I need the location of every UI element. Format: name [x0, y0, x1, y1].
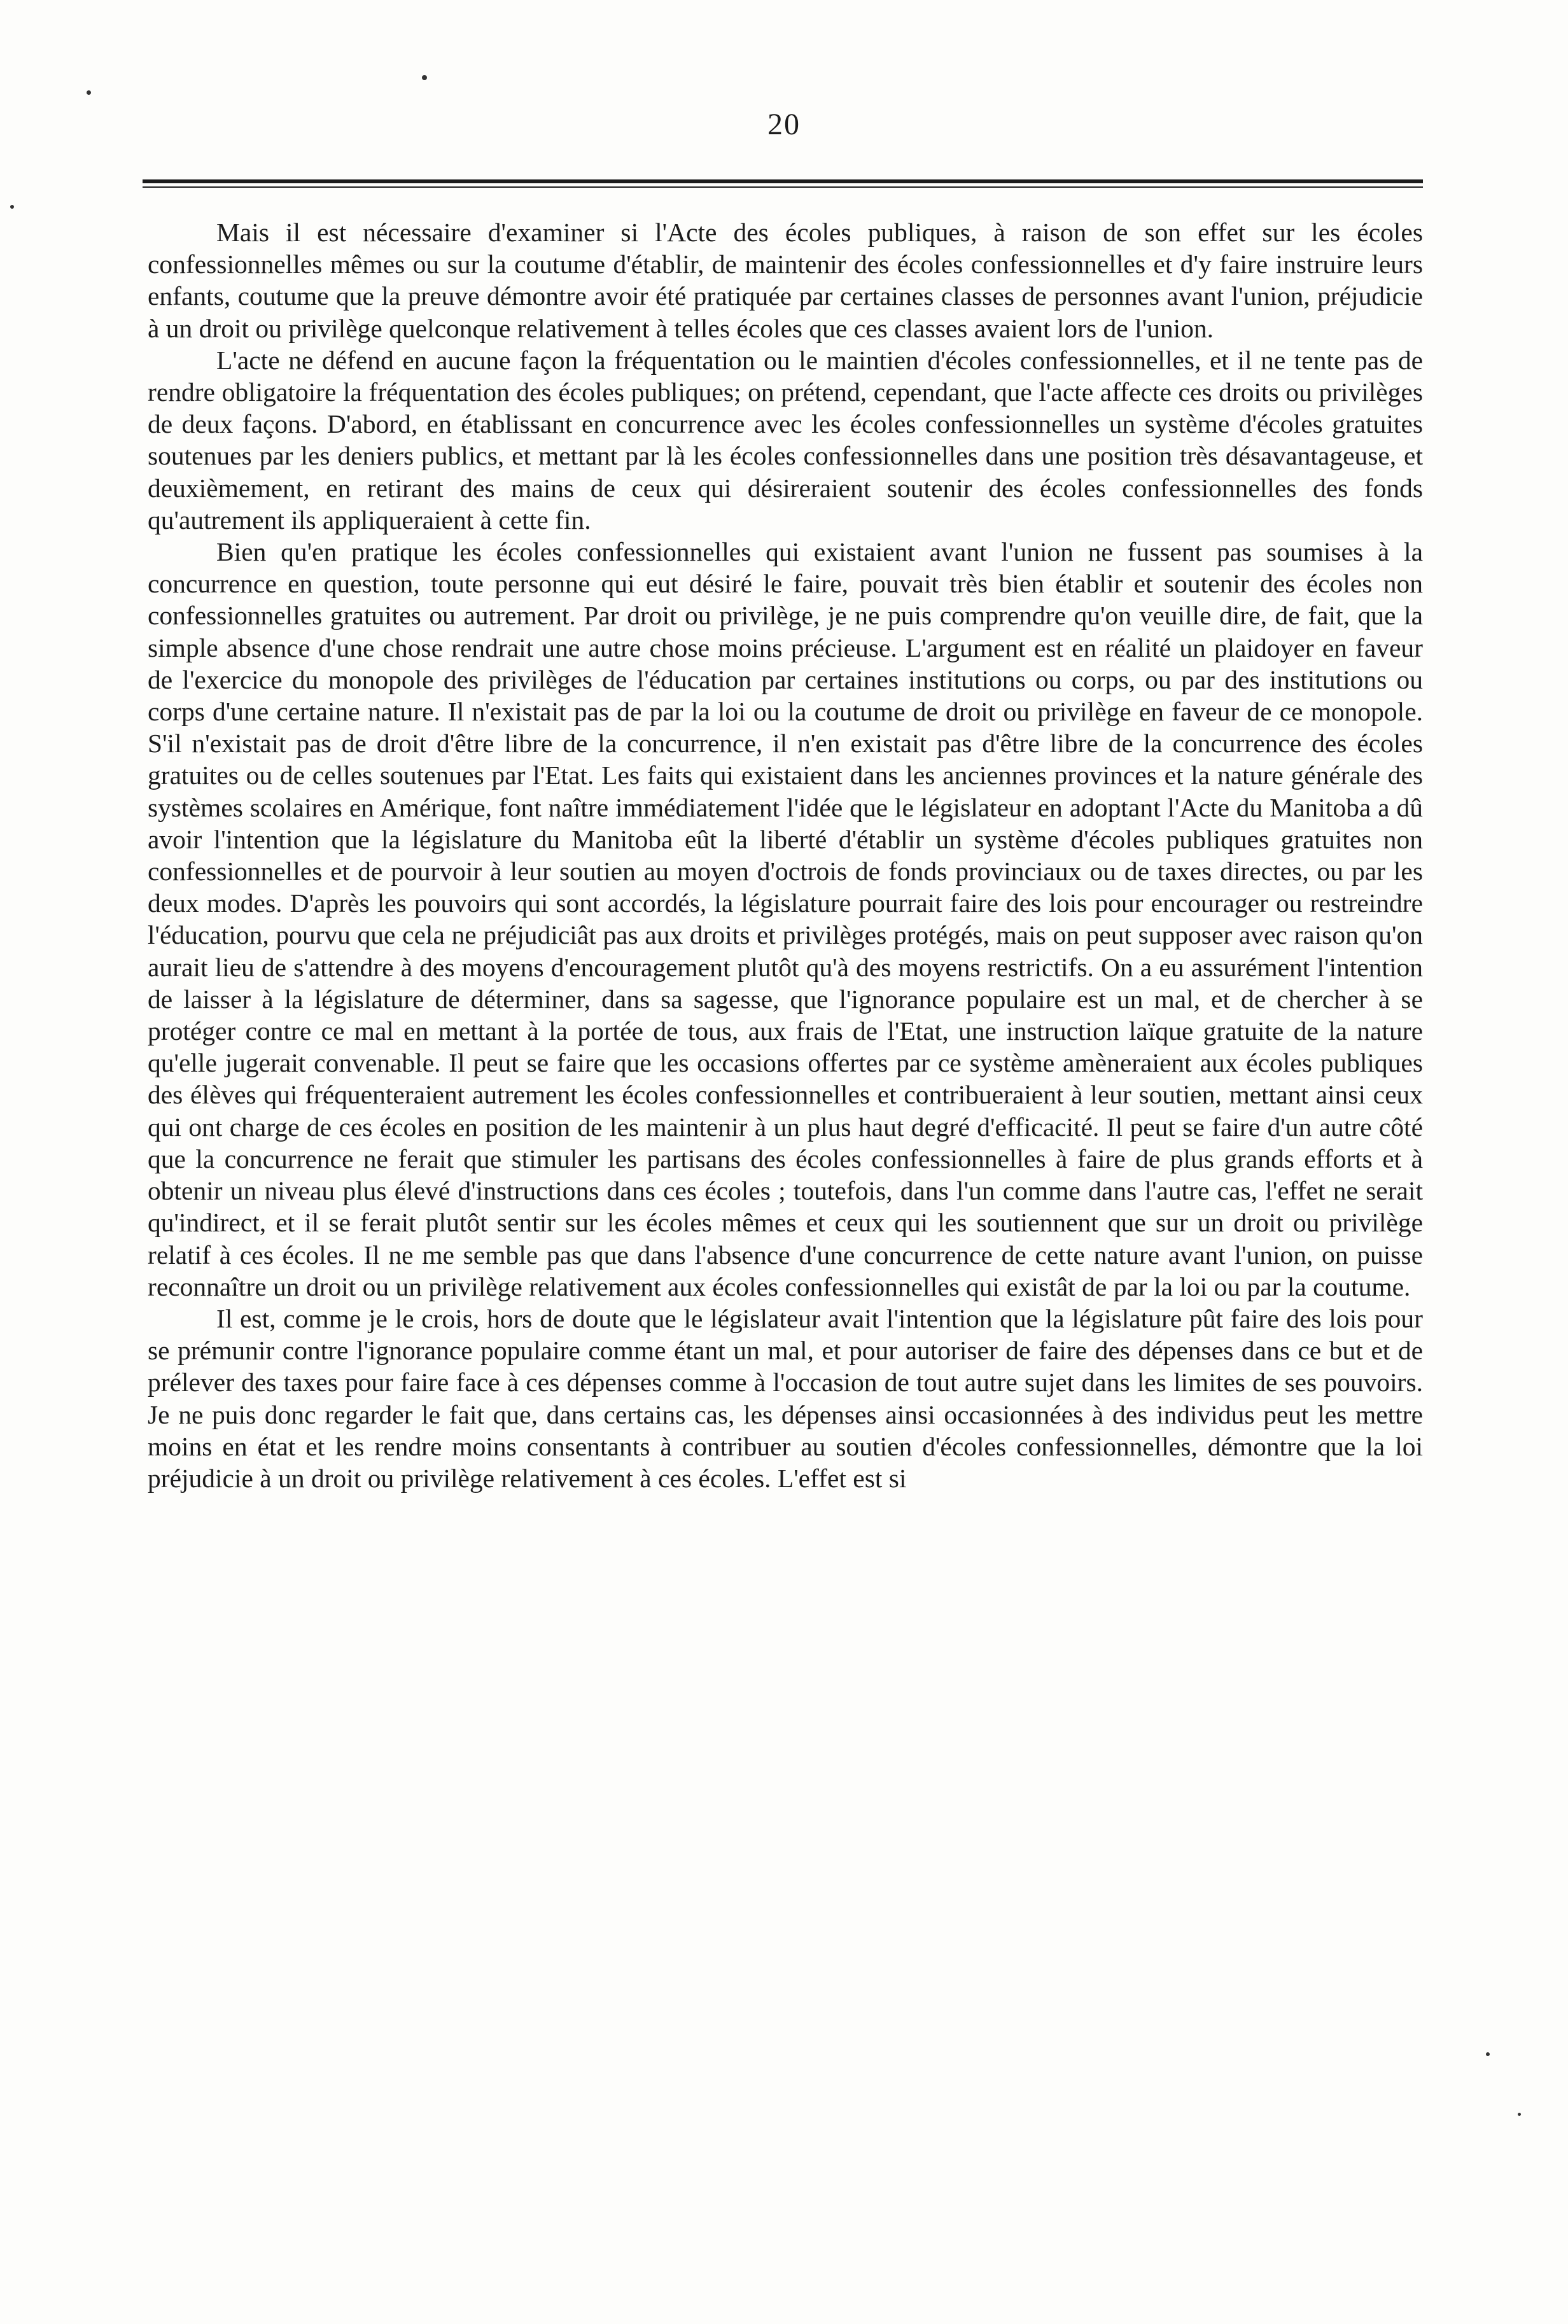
paragraph: Bien qu'en pratique les écoles confessionnelles qui existaient avant l'union ne fussent pas soumises à la concurrence en question, toute personne qui eut désiré le faire, pouvait très bien établir et soutenir des écoles non confessionnelles gratuites ou autrement. Par droit ou privilège, je ne puis comprendre qu'on veuille dire, de fait, que la simple absence d'une chose rendrait une autre chose moins précieuse. L'argument est en réalité un plaidoyer en faveur de l'exercice du monopole des privilèges de l'éducation par certaines institutions ou corps, ou par des institutions ou corps d'une certaine nature. Il n'existait pas de par la loi ou la coutume de droit ou privilège en faveur de ce monopole. S'il n'existait pas de droit d'être libre de la concurrence, il n'en existait pas d'être libre de la concurrence des écoles gratuites ou de celles soutenues par l'Etat. Les faits qui existaient dans les anciennes provinces et la nature générale des systèmes scolaires en Amérique, font naître immédiatement l'idée que le législateur en adoptant l'Acte du Manitoba a dû avoir l'intention que la législature du Manitoba eût la liberté d'établir un système d'écoles publiques gratuites non confessionnelles et de pourvoir à leur soutien au moyen d'octrois de fonds provinciaux ou de taxes directes, ou par les deux modes. D'après les pouvoirs qui sont accordés, la législature pourrait faire des lois pour encourager ou restreindre l'éducation, pourvu que cela ne préjudiciât pas aux droits et privilèges protégés, mais on peut supposer avec raison qu'on aurait lieu de s'attendre à des moyens d'encouragement plutôt qu'à des moyens restrictifs. On a eu assurément l'intention de laisser à la législature de déterminer, dans sa sagesse, que l'ignorance populaire est un mal, et de chercher à se protéger contre ce mal en mettant à la portée de tous, aux frais de l'Etat, une instruction laïque gratuite de la nature qu'elle jugerait convenable. Il peut se faire que les occasions offertes par ce système amèneraient aux écoles publiques des élèves qui fréquenteraient autrement les écoles confessionnelles et contribueraient à leur soutien, mettant ainsi ceux qui ont charge de ces écoles en position de les maintenir à un plus haut degré d'efficacité. Il peut se faire d'un autre côté que la concurrence ne ferait que stimuler les partisans des écoles confessionnelles à faire de plus grands efforts et à obtenir un niveau plus élevé d'instructions dans ces écoles ; toutefois, dans l'un comme dans l'autre cas, l'effet ne serait qu'indirect, et il se ferait plutôt sentir sur les écoles mêmes et ceux qui les soutiennent que sur un droit ou privilège relatif à ces écoles. Il ne me semble pas que dans l'absence d'une concurrence de cette nature avant l'union, on puisse reconnaître un droit ou un privilège relativement aux écoles confessionnelles qui existât de par la loi ou par la coutume.	[148, 537, 1423, 1301]
scan-speck	[422, 75, 427, 80]
header-rule	[143, 179, 1423, 183]
paragraph: L'acte ne défend en aucune façon la fréquentation ou le maintien d'écoles confessionnelles, et il ne tente pas de rendre obligatoire la fréquentation des écoles publiques; on prétend, cependant, que l'acte affecte ces droits ou privilèges de deux façons. D'abord, en établissant en concurrence avec les écoles confessionnelles un système d'écoles gratuites soutenues par les deniers publics, et mettant par là les écoles confessionnelles dans une position très désavantageuse, et deuxièmement, en retirant des mains de ceux qui désireraient soutenir des écoles confessionnelles des fonds qu'autrement ils appliqueraient à cette fin.	[148, 345, 1423, 535]
scan-speck	[10, 205, 14, 209]
body-text	[148, 216, 1423, 1494]
scan-speck	[1518, 2113, 1521, 2116]
header-rule-thin	[143, 186, 1423, 188]
scan-speck	[87, 90, 91, 95]
paragraph: Il est, comme je le crois, hors de doute que le législateur avait l'intention que la législature pût faire des lois pour se prémunir contre l'ignorance populaire comme étant un mal, et pour autoriser de faire des dépenses dans ce but et de prélever des taxes pour faire face à ces dépenses comme à l'occasion de tout autre sujet dans les limites de ses pouvoirs. Je ne puis donc regarder le fait que, dans certains cas, les dépenses ainsi occasionnées à des individus peut les mettre moins en état et les rendre moins consentants à contribuer au soutien d'écoles confessionnelles, démontre que la loi préjudicie à un droit ou privilège relativement à ces écoles. L'effet est si	[148, 1303, 1423, 1493]
scan-speck	[1486, 2052, 1490, 2056]
page-number: 20	[767, 108, 801, 141]
paragraph: Mais il est nécessaire d'examiner si l'Acte des écoles publiques, à raison de son effet sur les écoles confessionnelles mêmes ou sur la coutume d'établir, de maintenir des écoles confessionnelles et d'y faire instruire leurs enfants, coutume que la preuve démontre avoir été pratiquée par certaines classes de personnes avant l'union, préjudicie à un droit ou privilège quelconque relativement à telles écoles que ces classes avaient lors de l'union.	[148, 218, 1423, 343]
